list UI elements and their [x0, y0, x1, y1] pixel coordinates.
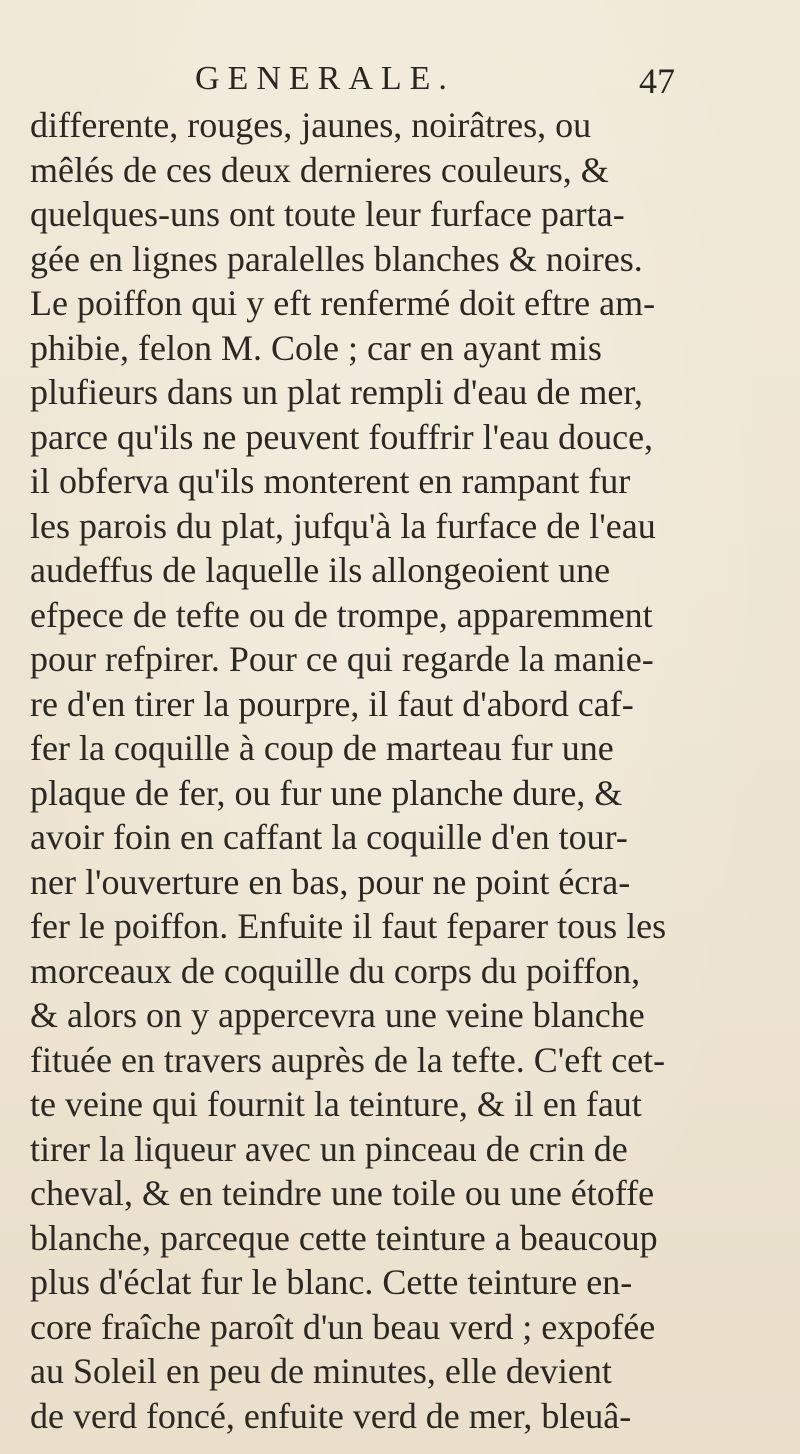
text-line: il obferva qu'ils monterent en rampant fur — [30, 461, 631, 501]
running-head: GENERALE. — [195, 60, 455, 97]
page-header — [195, 60, 675, 104]
text-line: morceaux de coquille du corps du poiffon, — [30, 950, 641, 991]
text-line: & alors on y appercevra une veine blanche — [30, 995, 645, 1035]
text-line: ner l'ouverture en bas, pour ne point écra- — [30, 861, 631, 902]
text-line: phibie, felon M. Cole ; car en ayant mis — [30, 327, 602, 368]
text-line: gée en lignes paralelles blanches & noires. — [30, 238, 643, 279]
text-line: de verd foncé, enfuite verd de mer, bleuâ- — [30, 1395, 632, 1436]
text-line: efpece de tefte ou de trompe, apparemment — [30, 594, 653, 635]
text-line: parce qu'ils ne peuvent fouffrir l'eau douce, — [30, 416, 654, 457]
page-number: 47 — [639, 61, 675, 101]
text-line: fituée en travers auprès de la tefte. C'eft cet- — [30, 1039, 666, 1080]
text-line: quelques-uns ont toute leur furface parta- — [30, 194, 625, 234]
text-line: fer la coquille à coup de marteau fur une — [30, 728, 614, 768]
text-line: plufieurs dans un plat rempli d'eau de mer, — [30, 372, 643, 412]
text-line: te veine qui fournit la teinture, & il en faut — [30, 1084, 642, 1124]
text-line: avoir foin en caffant la coquille d'en tour- — [30, 817, 628, 857]
text-line: tirer la liqueur avec un pinceau de crin de — [30, 1128, 628, 1169]
text-line: plus d'éclat fur le blanc. Cette teinture en- — [30, 1262, 633, 1302]
text-line: re d'en tirer la pourpre, il faut d'abord caf- — [30, 683, 634, 724]
text-line: core fraîche paroît d'un beau verd ; expofée — [30, 1306, 656, 1347]
text-line: fer le poiffon. Enfuite il faut feparer tous les — [30, 906, 667, 946]
text-line: blanche, parceque cette teinture a beaucoup — [30, 1217, 658, 1258]
text-line: Le poiffon qui y eft renfermé doit eftre am- — [30, 283, 656, 323]
text-line: differente, rouges, jaunes, noirâtres, ou — [30, 105, 592, 145]
body-text — [30, 103, 800, 1438]
text-line: cheval, & en teindre une toile ou une étoffe — [30, 1173, 655, 1213]
text-line: audeffus de laquelle ils allongeoient une — [30, 550, 611, 590]
text-line: les parois du plat, jufqu'à la furface de l'eau — [30, 505, 656, 546]
text-line: mêlés de ces deux dernieres couleurs, & — [30, 149, 609, 190]
text-line: au Soleil en peu de minutes, elle devient — [30, 1351, 612, 1391]
text-line: pour refpirer. Pour ce qui regarde la manie- — [30, 639, 654, 679]
text-line: plaque de fer, ou fur une planche dure, & — [30, 772, 623, 813]
